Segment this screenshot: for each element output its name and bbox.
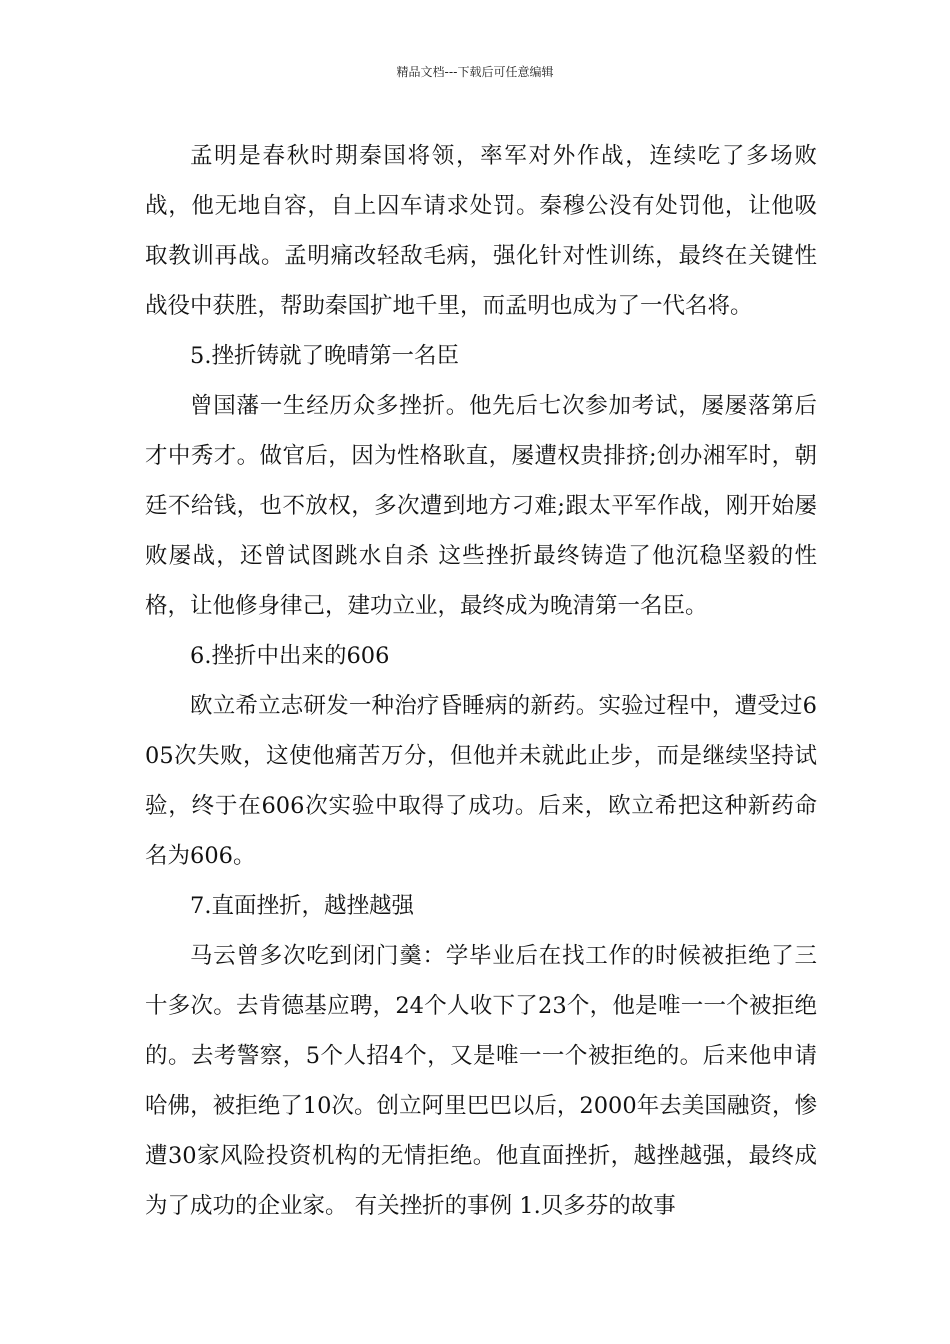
paragraph-mengming: 孟明是春秋时期秦国将领，率军对外作战，连续吃了多场败战，他无地自容，自上囚车请求处罚。秦穆公没有处罚他，让他吸取教训再战。孟明痛改轻敌毛病，强化针对性训练，最终在关键性战役中获胜，帮助秦国扩地千里，而孟明也成为了一代名将。: [145, 143, 817, 319]
paragraph-mayun: 马云曾多次吃到闭门羹：学毕业后在找工作的时候被拒绝了三十多次。去肯德基应聘，24个人收下了23个，他是唯一一个被拒绝的。去考警察，5个人招4个，又是唯一一个被拒绝的。后来他申请哈佛，被拒绝了10次。创立阿里巴巴以后，2000年去美国融资，惨遭30家风险投资机构的无情拒绝。他直面挫折，越挫越强，最终成为了成功的企业家。 有关挫折的事例 1.贝多芬的故事: [145, 943, 817, 1219]
page-header: 精品文档---下载后可任意编辑: [396, 65, 554, 79]
heading-section-6: 6.挫折中出来的606: [190, 643, 390, 669]
paragraph-ehrlich: 欧立希立志研发一种治疗昏睡病的新药。实验过程中，遭受过605次失败，这使他痛苦万分，但他并未就此止步，而是继续坚持试验，终于在606次实验中取得了成功。后来，欧立希把这种新药命名为606。: [145, 693, 817, 869]
heading-section-7: 7.直面挫折，越挫越强: [190, 893, 414, 919]
paragraph-zengguofan: 曾国藩一生经历众多挫折。他先后七次参加考试，屡屡落第后才中秀才。做官后，因为性格耿直，屡遭权贵排挤;创办湘军时，朝廷不给钱，也不放权，多次遭到地方刁难;跟太平军作战，刚开始屡败屡战，还曾试图跳水自杀 这些挫折最终铸造了他沉稳坚毅的性格，让他修身律己，建功立业，最终成为晚清第一名臣。: [145, 393, 817, 619]
heading-section-5: 5.挫折铸就了晚晴第一名臣: [190, 343, 459, 369]
document-body: [145, 131, 817, 1231]
